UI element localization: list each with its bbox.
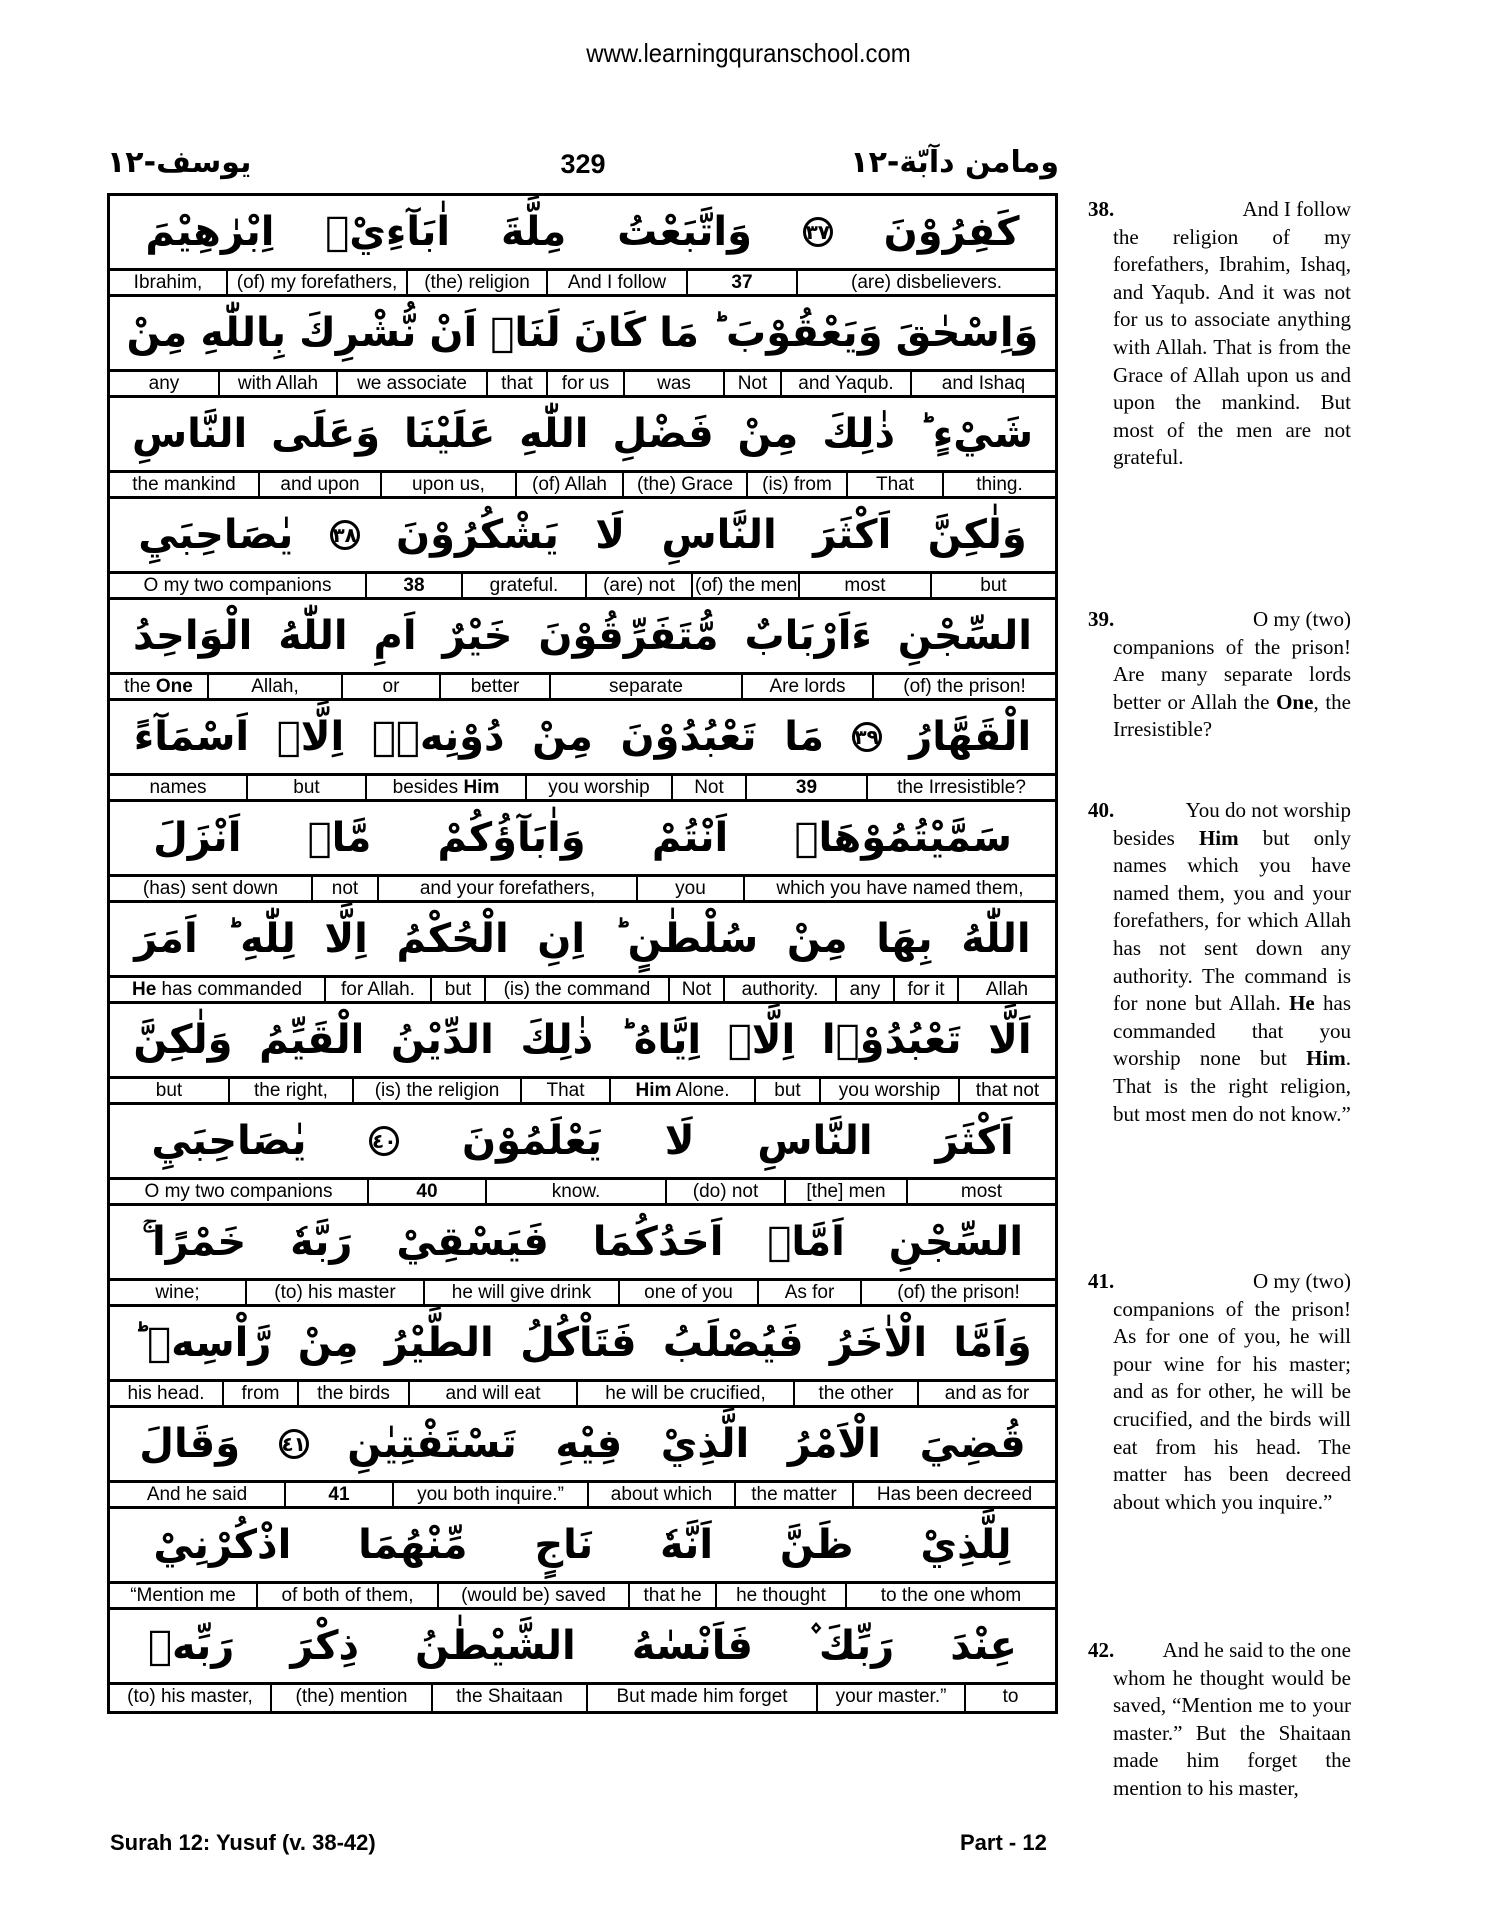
english-meaning-cell: the Shaitaan	[433, 1685, 588, 1711]
arabic-word: السِّجْنِ	[897, 613, 1033, 659]
english-row	[110, 574, 1055, 600]
arabic-word: ذٰلِكَ	[520, 1017, 594, 1063]
english-meaning-cell: (to) his master,	[110, 1685, 272, 1711]
english-meaning-cell: (to) his master	[247, 1281, 425, 1304]
english-meaning-cell: we associate	[338, 372, 488, 395]
verse-translation	[1088, 606, 1352, 744]
verse-end-marker: ٤٠	[369, 1126, 399, 1156]
arabic-word: اٰبَآءِيْۤ	[325, 209, 451, 255]
english-meaning-cell: Ibrahim,	[110, 271, 228, 294]
arabic-word: الَّذِيْ	[660, 1421, 750, 1467]
arabic-word: بِاللّٰهِ	[200, 310, 287, 356]
english-meaning-cell: But made him forget	[588, 1685, 818, 1711]
english-meaning-cell: to the one whom	[880, 1585, 1022, 1606]
english-meaning-cell: (of) the prison!	[897, 1282, 1020, 1303]
english-meaning-cell: or	[343, 675, 441, 698]
english-meaning-cell: any	[110, 372, 220, 395]
english-row	[110, 877, 1055, 903]
arabic-word: اِنِ	[537, 916, 586, 962]
english-meaning-cell: the right,	[230, 1079, 354, 1102]
arabic-word: يٰصَاحِبَيِ	[151, 1118, 307, 1164]
arabic-word: اَكْثَرَ	[813, 512, 892, 558]
english-meaning-cell: but	[110, 1079, 230, 1102]
arabic-word: اِلَّا	[324, 916, 368, 962]
english-meaning-cell: That	[848, 473, 944, 496]
arabic-row	[110, 1206, 1055, 1281]
english-meaning-cell: Not	[725, 372, 782, 395]
english-row	[110, 1281, 1055, 1307]
arabic-word: مِنْ	[532, 714, 593, 760]
arabic-word: دُوْنِهٖۤ	[371, 714, 505, 760]
arabic-word: سُلْطٰنٍ ؕ	[613, 916, 759, 962]
english-meaning-cell: (the) Grace	[624, 473, 748, 496]
arabic-row	[110, 1408, 1055, 1483]
english-meaning-cell: (the) religion	[408, 271, 548, 294]
english-meaning-cell: he will give drink	[425, 1281, 620, 1304]
arabic-row	[110, 1004, 1055, 1079]
english-row	[110, 776, 1055, 802]
english-meaning-cell: (of) the men	[693, 574, 800, 597]
english-meaning-cell: (of) Allah	[517, 473, 624, 496]
english-meaning-cell: (is) from	[748, 473, 848, 496]
arabic-row	[110, 701, 1055, 776]
arabic-word: مِلَّةَ	[500, 209, 567, 255]
translation-first-line: And I follow	[1242, 197, 1351, 221]
english-meaning-cell: (is) the religion	[354, 1079, 522, 1102]
english-meaning-cell: thing.	[976, 474, 1023, 495]
arabic-word: كَانَ	[573, 310, 647, 356]
translation-text: besides Him but only names which you have named them, you and your forefathers, for which Allah has not sent down any authority. The command is for none but Allah. He has commanded that you worship none but Him. That is the right religion, but most men do not know.”	[1113, 825, 1352, 1126]
english-meaning-cell: grateful.	[463, 574, 587, 597]
english-row	[110, 1685, 1055, 1711]
arabic-word: النَّاسِ	[757, 1118, 873, 1164]
english-row	[110, 1584, 1055, 1610]
verse-translation	[1088, 797, 1352, 1128]
arabic-word: وَاَمَّا	[953, 1320, 1032, 1366]
arabic-word: فَتَاْكُلُ	[520, 1320, 637, 1366]
verse-number-cell: 41	[286, 1483, 394, 1506]
emphasized-word: One	[1276, 689, 1314, 714]
english-meaning-cell: (are) not	[587, 574, 693, 597]
english-row	[110, 1483, 1055, 1509]
verse-translation	[1088, 196, 1351, 472]
arabic-word: وَلٰكِنَّ	[133, 1017, 233, 1063]
page-number: 329	[560, 149, 606, 179]
arabic-row	[110, 196, 1055, 271]
arabic-word: ذِكْرَ	[290, 1623, 359, 1669]
english-meaning-cell: That	[522, 1079, 611, 1102]
translation-text: the religion of my forefathers, Ibrahim, Ishaq, and Yaqub. And it was not for us to associate anything with Allah. That is from the Grace of Allah upon us and upon the mankind. But most of the men are not grateful.	[1113, 224, 1351, 470]
verse-number-cell: 38	[367, 574, 463, 597]
english-meaning-cell: Not	[670, 978, 725, 1001]
arabic-word: فَيُصْلَبُ	[662, 1320, 804, 1366]
arabic-word: اذْكُرْنِيْ	[153, 1522, 292, 1568]
english-row	[110, 271, 1055, 297]
arabic-word: ءَاَرْبَابٌ	[744, 613, 872, 659]
verse-end-marker: ٣٨	[330, 520, 360, 550]
arabic-word: اِيَّاهُ ؕ	[619, 1017, 702, 1063]
arabic-word: الْاَمْرُ	[787, 1421, 881, 1467]
arabic-word: وَعَلَى	[271, 411, 381, 457]
english-meaning-cell	[110, 978, 326, 1001]
arabic-word: اَلَّا	[988, 1017, 1032, 1063]
arabic-word: مِنْ	[786, 916, 848, 962]
english-row	[110, 978, 1055, 1004]
arabic-word: لِلَّذِيْ	[920, 1522, 1012, 1568]
emphasized-word: Him	[463, 777, 500, 798]
arabic-word: الشَّيْطٰنُ	[414, 1623, 576, 1669]
arabic-word: عِنْدَ	[950, 1623, 1017, 1669]
english-meaning-cell: And I follow	[548, 271, 688, 294]
translation-text: whom he thought would be saved, “Mention me to your master.” But the Shaitaan made him forget the mention to his master,	[1113, 1665, 1351, 1800]
english-meaning-cell: but	[980, 575, 1007, 596]
english-meaning-cell: better	[441, 675, 551, 698]
english-meaning-cell: his head.	[110, 1382, 224, 1405]
english-meaning-cell: (are) disbelievers.	[851, 272, 1002, 293]
arabic-word: خَمْرًا ۚ	[141, 1219, 247, 1265]
english-meaning-cell: most	[800, 574, 932, 597]
arabic-word: قُضِيَ	[919, 1421, 1026, 1467]
arabic-word: فَضْلِ	[612, 411, 714, 457]
english-meaning-cell: the other	[795, 1382, 919, 1405]
verse-number: 38.	[1088, 197, 1115, 221]
english-meaning-cell	[367, 776, 527, 799]
english-meaning-cell: you worship	[821, 1079, 960, 1102]
arabic-word: اِبْرٰهِيْمَ	[145, 209, 275, 255]
english-meaning-cell: and as for	[944, 1383, 1030, 1404]
arabic-word: نَاجٍ	[534, 1522, 594, 1568]
arabic-word: فَاَنْسٰهُ	[631, 1623, 753, 1669]
english-meaning-cell: the matter	[736, 1483, 854, 1506]
arabic-word: لَا	[595, 512, 626, 558]
english-meaning-cell: for Allah.	[326, 978, 432, 1001]
arabic-word: تَسْتَفْتِيٰنِ	[347, 1421, 517, 1467]
arabic-word: مَا	[659, 310, 700, 356]
arabic-word: اَنْ	[429, 310, 478, 356]
english-meaning-cell: O my two companions	[110, 574, 367, 597]
arabic-word: لِلّٰهِ ؕ	[226, 916, 296, 962]
arabic-word: رَبَّهٗ	[290, 1219, 353, 1265]
arabic-word: كَفِرُوْنَ	[883, 209, 1020, 255]
english-meaning-cell: names	[110, 776, 248, 799]
english-meaning-cell: and your forefathers,	[379, 877, 638, 900]
english-meaning-cell: the mankind	[110, 473, 260, 496]
meaning-text: besides	[392, 777, 464, 798]
arabic-word: السِّجْنِ	[888, 1219, 1024, 1265]
english-meaning-cell: and Yaqub.	[782, 372, 912, 395]
arabic-word: عَلَيْنَا	[403, 411, 496, 457]
arabic-word: يٰصَاحِبَيِ	[138, 512, 294, 558]
arabic-word: مُّتَفَرِّقُوْنَ	[538, 613, 719, 659]
arabic-word: يَشْكُرُوْنَ	[396, 512, 559, 558]
english-meaning-cell: one of you	[620, 1281, 759, 1304]
arabic-word: خَيْرٌ	[442, 613, 513, 659]
arabic-word: الدِّيْنُ	[390, 1017, 494, 1063]
english-meaning-cell: from	[224, 1382, 299, 1405]
arabic-word: مِنْ	[126, 310, 188, 356]
english-meaning-cell: of both of them,	[258, 1584, 439, 1607]
arabic-word: تَعْبُدُوْنَ	[620, 714, 757, 760]
arabic-row	[110, 903, 1055, 978]
english-meaning-cell: Allah,	[209, 675, 343, 698]
arabic-word: اللّٰهِ	[519, 411, 589, 457]
arabic-row	[110, 1509, 1055, 1584]
verse-number: 39.	[1088, 607, 1115, 631]
english-row	[110, 1079, 1055, 1105]
english-meaning-cell: that not	[975, 1080, 1040, 1101]
verse-number-cell: 40	[369, 1180, 487, 1203]
arabic-word: رَبِّكَ ۫	[808, 1623, 895, 1669]
verse-number: 42.	[1088, 1638, 1115, 1662]
english-meaning-cell: As for	[759, 1281, 862, 1304]
english-meaning-cell: with Allah	[220, 372, 338, 395]
juz-name-header: ومامن دآبّة-١٢	[850, 145, 1059, 180]
english-meaning-cell: (of) my forefathers,	[228, 271, 408, 294]
english-meaning-cell: about which	[589, 1483, 736, 1506]
english-meaning-cell: Are lords	[743, 675, 874, 698]
translation-text: companions of the prison! Are many separate lords better or Allah the One, the Irresistible?	[1113, 634, 1352, 742]
arabic-word: وَقَالَ	[139, 1421, 241, 1467]
arabic-word: فِيْهِ	[555, 1421, 623, 1467]
english-meaning-cell: but	[756, 1079, 821, 1102]
arabic-row	[110, 499, 1055, 574]
arabic-word: مِنْ	[737, 411, 799, 457]
english-meaning-cell: not	[313, 877, 379, 900]
word-by-word-table	[107, 193, 1058, 1714]
arabic-word: بِهَا	[876, 916, 933, 962]
arabic-row	[110, 297, 1055, 372]
arabic-word: وَلٰكِنَّ	[927, 512, 1027, 558]
arabic-word: اللّٰهُ	[278, 613, 348, 659]
arabic-word: الْحُكْمُ	[396, 916, 509, 962]
verse-end-marker: ٣٩	[852, 722, 882, 752]
arabic-word: اَمَّاۤ	[767, 1219, 845, 1265]
verse-end-marker: ٤١	[279, 1429, 309, 1459]
arabic-word: اللّٰهُ	[961, 916, 1031, 962]
arabic-word: اَسْمَآءً	[133, 714, 250, 760]
english-meaning-cell: separate	[551, 675, 743, 698]
meaning-text: the	[124, 676, 156, 697]
english-meaning-cell: you worship	[527, 776, 673, 799]
arabic-word: الْقَهَّارُ	[909, 714, 1032, 760]
english-meaning-cell: and Ishaq	[941, 373, 1026, 394]
arabic-word: مَّاۤ	[307, 815, 372, 861]
english-meaning-cell: know.	[487, 1180, 667, 1203]
arabic-word: نُّشْرِكَ	[299, 310, 417, 356]
english-meaning-cell	[611, 1079, 756, 1102]
arabic-word: وَيَعْقُوْبَ ؕ	[712, 310, 883, 356]
arabic-word: اِلَّاۤ	[276, 714, 345, 760]
english-meaning-cell: which you have named them,	[776, 878, 1024, 899]
arabic-word: مَا	[784, 714, 824, 760]
arabic-word: اَمِ	[373, 613, 417, 659]
english-meaning-cell: you	[638, 877, 745, 900]
english-meaning-cell: the birds	[299, 1382, 410, 1405]
verse-number: 40.	[1088, 798, 1115, 822]
english-meaning-cell: “Mention me	[110, 1584, 258, 1607]
arabic-word: مِنْ	[297, 1320, 359, 1366]
english-meaning-cell: you both inquire.”	[394, 1483, 589, 1506]
verse-number: 41.	[1088, 1269, 1115, 1293]
english-row	[110, 473, 1055, 499]
arabic-word: ذٰلِكَ	[822, 411, 895, 457]
arabic-word: الْاٰخَرُ	[829, 1320, 928, 1366]
arabic-word: سَمَّيْتُمُوْهَاۤ	[794, 815, 1012, 861]
english-meaning-cell: but	[432, 978, 486, 1001]
arabic-row	[110, 600, 1055, 675]
translation-first-line: O my (two)	[1253, 607, 1351, 631]
arabic-word: يَعْلَمُوْنَ	[462, 1118, 602, 1164]
english-meaning-cell: most	[960, 1181, 1003, 1202]
site-url: www.learningquranschool.com	[586, 38, 911, 68]
arabic-word: النَّاسِ	[131, 411, 248, 457]
verse-end-marker: ٣٧	[803, 217, 833, 247]
english-meaning-cell: and upon	[260, 473, 382, 496]
emphasized-word: He	[131, 979, 157, 1000]
arabic-word: اِلَّاۤ	[727, 1017, 796, 1063]
english-meaning-cell: Not	[673, 776, 747, 799]
arabic-word: رَّاْسِهٖ ؕ	[133, 1320, 272, 1366]
english-meaning-cell: (the) mention	[272, 1685, 433, 1711]
english-meaning-cell: any	[837, 978, 895, 1001]
english-meaning-cell: that he	[630, 1584, 717, 1607]
page-header	[107, 145, 1059, 191]
emphasized-word: Him	[635, 1080, 672, 1101]
arabic-word: شَيْءٍ ؕ	[918, 411, 1034, 457]
meaning-text: has commanded	[156, 979, 303, 1000]
arabic-word: تَعْبُدُوْۤا	[821, 1017, 962, 1063]
english-meaning-cell: O my two companions	[110, 1180, 369, 1203]
arabic-row	[110, 398, 1055, 473]
translation-first-line: And he said to the one	[1162, 1638, 1351, 1662]
english-meaning-cell: And he said	[110, 1483, 286, 1506]
english-meaning-cell: (do) not	[667, 1180, 786, 1203]
arabic-row	[110, 1610, 1055, 1685]
english-meaning-cell: the Irresistible?	[897, 777, 1026, 798]
arabic-row	[110, 1307, 1055, 1382]
arabic-word: الْقَيِّمُ	[259, 1017, 365, 1063]
english-row	[110, 372, 1055, 398]
arabic-word: ظَنَّ	[779, 1522, 854, 1568]
arabic-word: رَبِّهٖ	[148, 1623, 235, 1669]
verse-number-cell: 37	[688, 271, 798, 294]
footer-surah-reference: Surah 12: Yusuf (v. 38-42)	[110, 1830, 376, 1855]
english-meaning-cell: (has) sent down	[110, 877, 313, 900]
emphasized-word: Him	[1306, 1046, 1346, 1071]
english-meaning-cell: was	[625, 372, 725, 395]
meaning-text: Alone.	[671, 1080, 730, 1101]
english-meaning-cell: that	[488, 372, 548, 395]
emphasized-word: Him	[1198, 825, 1239, 850]
surah-name-header: يوسف-١٢	[107, 145, 252, 180]
english-meaning-cell: (of) the prison!	[903, 676, 1026, 697]
arabic-word: اَمَرَ	[134, 916, 198, 962]
english-meaning-cell: wine;	[110, 1281, 247, 1304]
english-meaning-cell: [the] men	[786, 1180, 908, 1203]
footer-part-number: Part - 12	[960, 1830, 1047, 1855]
english-meaning-cell: authority.	[725, 978, 837, 1001]
arabic-row	[110, 802, 1055, 877]
arabic-word: الطَّيْرُ	[384, 1320, 494, 1366]
english-row	[110, 1382, 1055, 1408]
english-meaning-cell: upon us,	[382, 473, 517, 496]
emphasized-word: One	[155, 676, 193, 697]
english-meaning-cell: Has been decreed	[876, 1484, 1033, 1505]
english-meaning-cell: he will be crucified,	[578, 1382, 795, 1405]
english-meaning-cell: for it	[895, 978, 959, 1001]
english-meaning-cell: to	[1002, 1686, 1019, 1707]
arabic-word: فَيَسْقِيْ	[396, 1219, 549, 1265]
arabic-word: اَكْثَرَ	[935, 1118, 1014, 1164]
english-meaning-cell	[110, 675, 209, 698]
arabic-word: النَّاسِ	[661, 512, 777, 558]
translation-first-line: You do not worship	[1185, 798, 1351, 822]
translation-text: companions of the prison! As for one of you, he will pour wine for his master; and as for other, he will be crucified, and the birds will eat from his head. The matter has been decreed about which you inquire.”	[1113, 1296, 1351, 1514]
english-meaning-cell: and will eat	[410, 1382, 578, 1405]
arabic-word: وَاِسْحٰقَ	[895, 310, 1039, 356]
arabic-word: مِّنْهُمَا	[358, 1522, 468, 1568]
english-row	[110, 1180, 1055, 1206]
verse-number-cell: 39	[747, 776, 868, 799]
translation-first-line: O my (two)	[1253, 1269, 1351, 1293]
arabic-word: اَحَدُكُمَا	[592, 1219, 724, 1265]
arabic-word: اَنْتُمْ	[651, 815, 729, 861]
english-meaning-cell: for us	[548, 372, 625, 395]
english-row	[110, 675, 1055, 701]
arabic-word: الْوَاحِدُ	[132, 613, 253, 659]
english-meaning-cell: he thought	[717, 1584, 847, 1607]
arabic-word: وَاتَّبَعْتُ	[617, 209, 752, 255]
english-meaning-cell: Allah	[985, 979, 1029, 1000]
arabic-word: لَنَاۤ	[490, 310, 561, 356]
verse-translation	[1088, 1637, 1351, 1803]
arabic-word: اَنَّهٗ	[660, 1522, 714, 1568]
arabic-row	[110, 1105, 1055, 1180]
arabic-word: وَاٰبَآؤُكُمْ	[437, 815, 586, 861]
arabic-word: لَا	[664, 1118, 695, 1164]
english-meaning-cell: your master.”	[818, 1685, 966, 1711]
english-meaning-cell: (is) the command	[486, 978, 670, 1001]
emphasized-word: He	[1289, 991, 1315, 1016]
english-meaning-cell: but	[248, 776, 367, 799]
verse-translation	[1088, 1268, 1351, 1516]
english-meaning-cell: (would be) saved	[439, 1584, 630, 1607]
arabic-word: اَنْزَلَ	[153, 815, 242, 861]
